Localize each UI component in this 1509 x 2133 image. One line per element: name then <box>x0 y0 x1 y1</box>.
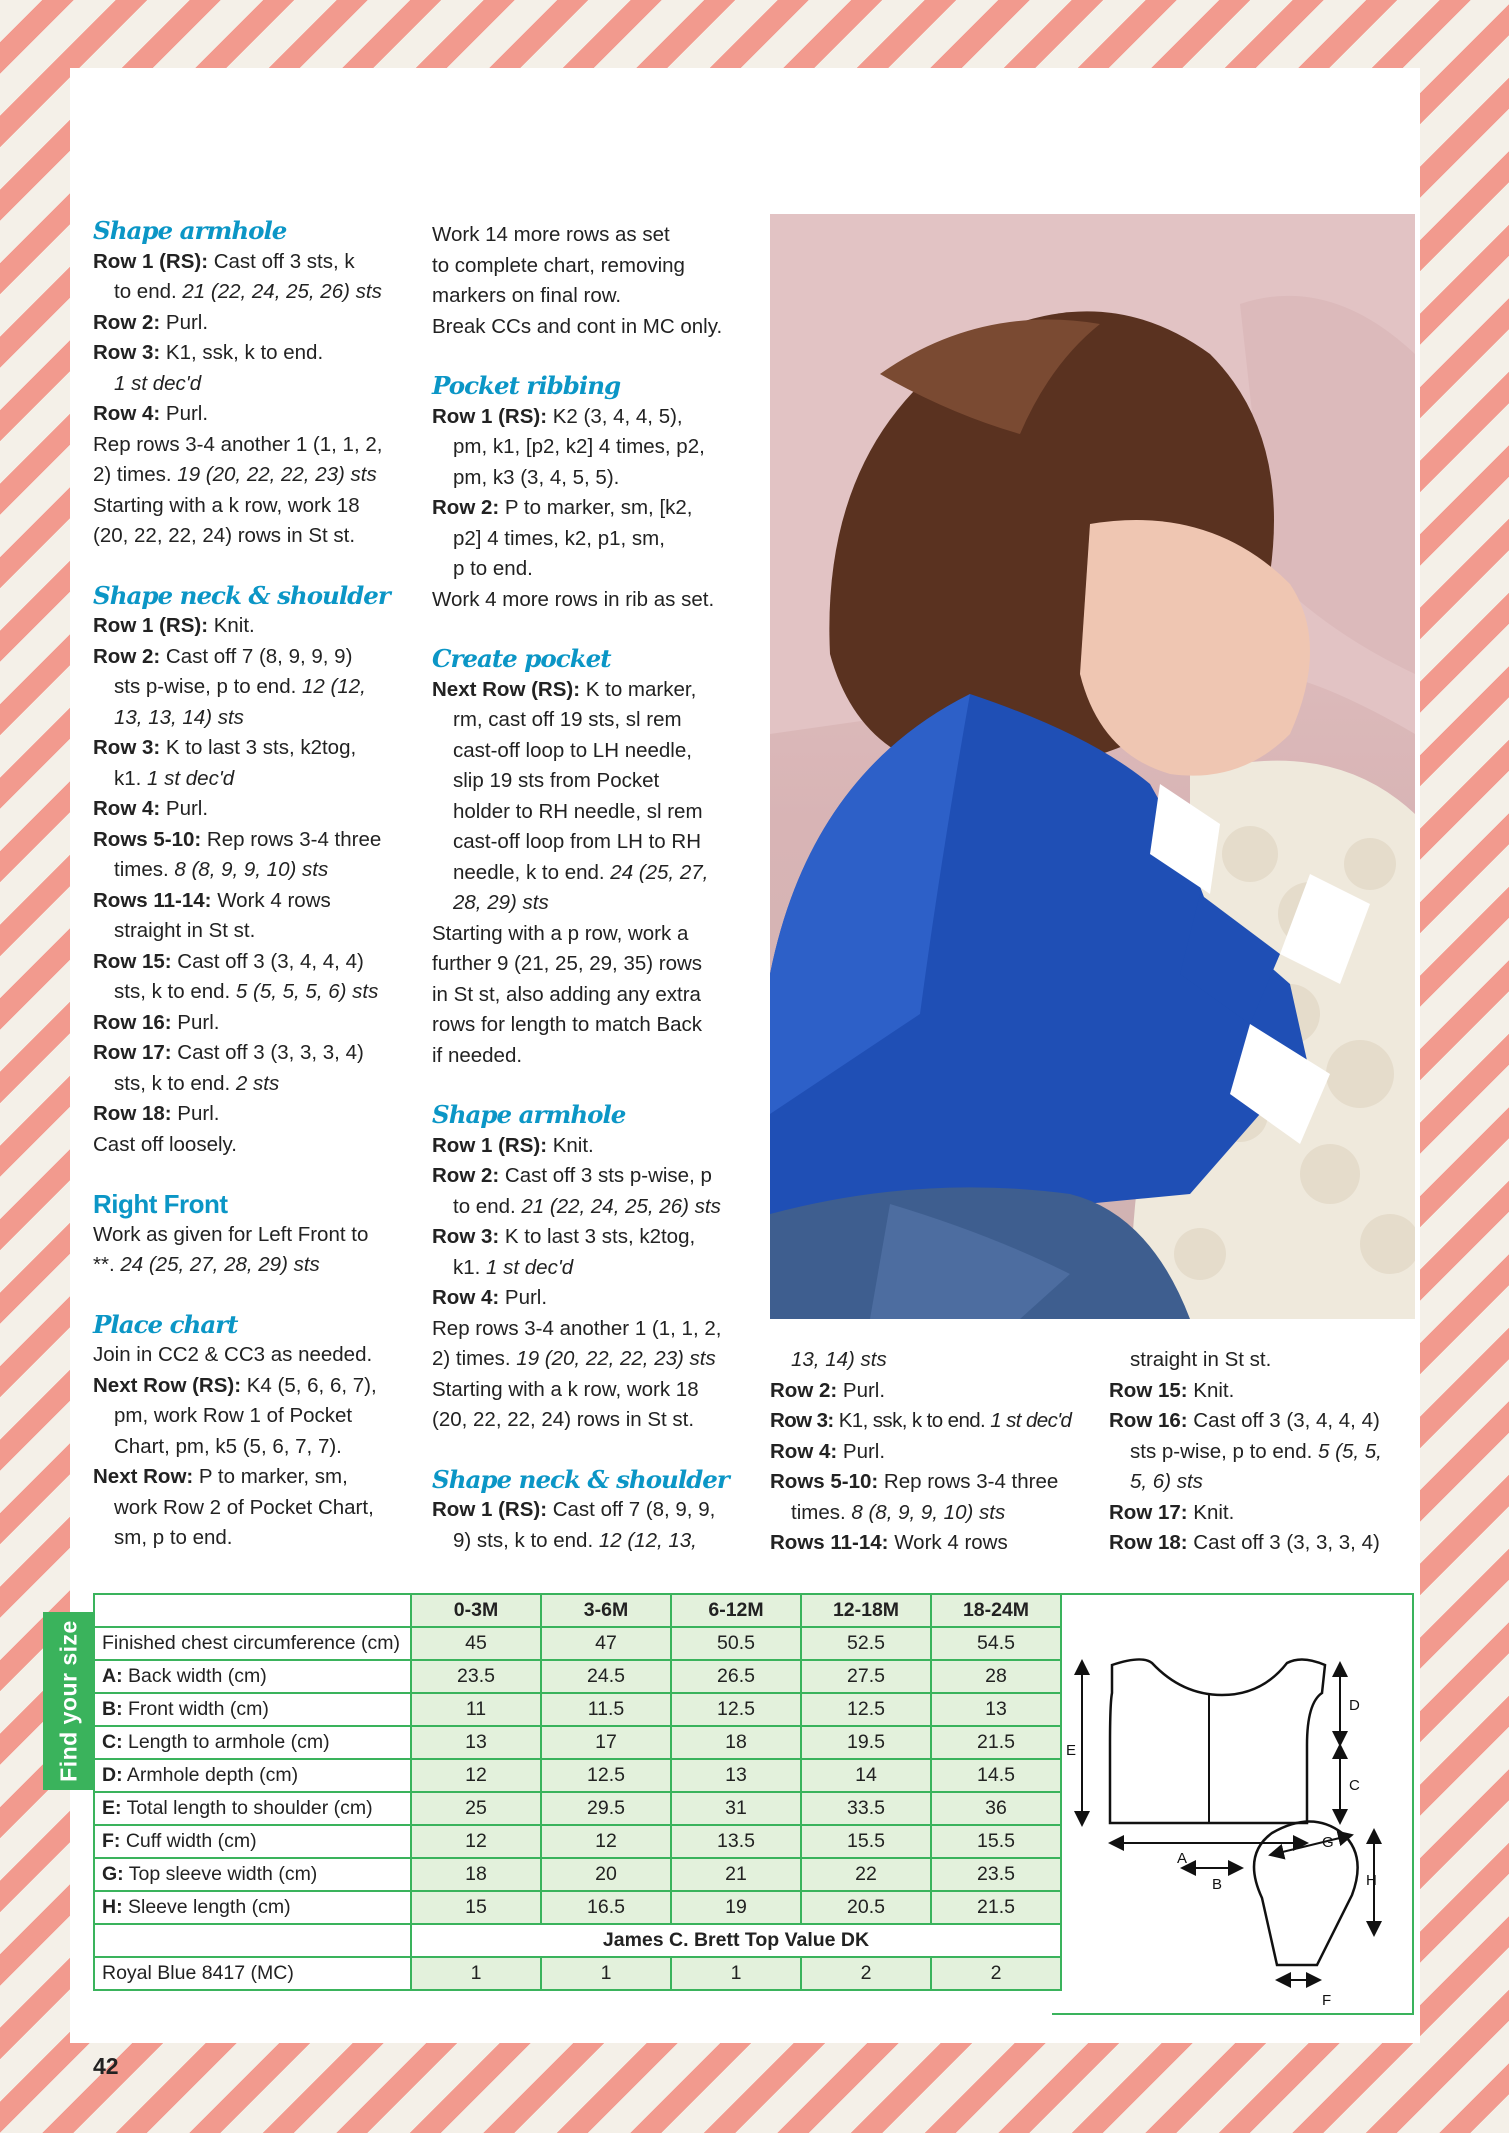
row-letter: G: <box>102 1863 124 1885</box>
table-row <box>94 1726 1061 1759</box>
row-letter: H: <box>102 1896 123 1918</box>
row-label <box>94 1792 411 1825</box>
size-header: 0-3M <box>411 1594 541 1627</box>
table-cell: 45 <box>411 1627 541 1660</box>
column-3: 13, 14) sts Row 2: Purl. Row 3: K1, ssk, k to end. 1 st dec'd Row 4: Purl. Rows 5-10: Rep rows 3-4 three times. 8 (8, 9, 9, 10) sts Rows 11-14: Work 4 rows <box>770 1348 1072 1554</box>
row-label <box>94 1660 411 1693</box>
table-cell: 14.5 <box>931 1759 1061 1792</box>
table-cell: 28 <box>931 1660 1061 1693</box>
table-row <box>94 1660 1061 1693</box>
table-cell: 21.5 <box>931 1726 1061 1759</box>
garment-diagram <box>1052 1593 1414 2015</box>
yarn-quantity: 1 <box>541 1957 671 1990</box>
table-cell: 23.5 <box>411 1660 541 1693</box>
row-label <box>94 1825 411 1858</box>
size-header: 3-6M <box>541 1594 671 1627</box>
table-row <box>94 1825 1061 1858</box>
row-letter: B: <box>102 1698 123 1720</box>
yarn-row <box>94 1957 1061 1990</box>
label-f: F <box>1322 1992 1332 2009</box>
column-4: straight in St st. Row 15: Knit. Row 16: Cast off 3 (3, 4, 4, 4) sts p-wise, p to end. 5 (5, 5, 5, 6) sts Row 17: Knit. Row 18: Cast off 3 (3, 3, 3, 4) <box>1109 1348 1382 1554</box>
yarn-quantity: 2 <box>931 1957 1061 1990</box>
table-cell: 26.5 <box>671 1660 801 1693</box>
table-cell: 18 <box>411 1858 541 1891</box>
row-label-text: Finished chest circumference (cm) <box>102 1632 401 1654</box>
table-row <box>94 1627 1061 1660</box>
yarn-quantity: 2 <box>801 1957 931 1990</box>
table-cell: 17 <box>541 1726 671 1759</box>
row-label <box>94 1759 411 1792</box>
schematic-svg <box>1052 1595 1412 2013</box>
table-cell: 47 <box>541 1627 671 1660</box>
yarn-heading-blank <box>94 1924 411 1957</box>
table-cell: 50.5 <box>671 1627 801 1660</box>
body-outline <box>1110 1659 1325 1823</box>
table-cell: 11 <box>411 1693 541 1726</box>
header-blank <box>94 1594 411 1627</box>
row-label-text: Top sleeve width (cm) <box>123 1863 318 1885</box>
size-header: 12-18M <box>801 1594 931 1627</box>
row-letter: A: <box>102 1665 123 1687</box>
row-label <box>94 1891 411 1924</box>
table-cell: 12.5 <box>541 1759 671 1792</box>
table-cell: 13 <box>671 1759 801 1792</box>
table-header-row <box>94 1594 1061 1627</box>
table-cell: 29.5 <box>541 1792 671 1825</box>
label-c: C <box>1349 1777 1360 1794</box>
table-row <box>94 1858 1061 1891</box>
size-header: 18-24M <box>931 1594 1061 1627</box>
table-cell: 31 <box>671 1792 801 1825</box>
yarn-label: Royal Blue 8417 (MC) <box>94 1957 411 1990</box>
row-label-text: Back width (cm) <box>122 1665 267 1687</box>
baby-illustration <box>770 214 1415 1319</box>
label-h: H <box>1366 1872 1377 1889</box>
heading-shape-neck-shoulder: Shape neck & shoulder <box>93 580 390 610</box>
column-1: Shape armhole Row 1 (RS): Cast off 3 sts, k to end. 21 (22, 24, 25, 26) sts Row 2: Purl. Row 3: K1, ssk, k to end. 1 st dec'd Row 4: Purl. Rep rows 3-4 another 1 (1, 1, 2, 2) times. 19 (20, 22, 22, 23) sts Starting with a k row, work 18 (20, 22, 22, 24) rows in St st. Shape neck & shoulder Row 1 (RS): Knit. Row 2: Cast off 7 (8, 9, 9, 9) sts p-wise, p to end. 12 (12, 13, 13, 14) sts Row 3: K to last 3 sts, k2tog, k1. 1 st dec'd Row 4: Purl. Rows 5-10: Rep rows 3-4 three times. 8 (8, 9, 9, 10) sts Rows 11-14: Work 4 rows straight in St st. Row 15: Cast off 3 (3, 4, 4, 4) sts, k to end. 5 (5, 5, 5, 6) sts Row 16: Purl. Row 17: Cast off 3 (3, 3, 3, 4) sts, k to end. 2 sts Row 18: Purl. Cast off loosely. Right Front Work as given for Left Front to **. 24 (25, 27, 28, 29) sts Place chart Join in CC2 & CC3 as needed. Next Row (RS): K4 (5, 6, 6, 7), pm, work Row 1 of Pocket Chart, pm, k5 (5, 6, 7, 7). Next Row: P to marker, sm, work Row 2 of Pocket Chart, sm, p to end. <box>93 216 411 1554</box>
column-2: Work 14 more rows as set to complete chart, removing markers on final row. Break CCs and cont in MC only. Pocket ribbing Row 1 (RS): K2 (3, 4, 4, 5), pm, k1, [p2, k2] 4 times, p2, pm, k3 (3, 4, 5, 5). Row 2: P to marker, sm, [k2, p2] 4 times, k2, p1, sm, p to end. Work 4 more rows in rib as set. Create pocket Next Row (RS): K to marker, rm, cast off 19 sts, sl rem cast-off loop to LH needle, slip 19 sts from Pocket holder to RH needle, sl rem cast-off loop from LH to RH needle, k to end. 24 (25, 27, 28, 29) sts Starting with a p row, work a further 9 (21, 25, 29, 35) rows in St st, also adding any extra rows for length to match Back if needed. Shape armhole Row 1 (RS): Knit. Row 2: Cast off 3 sts p-wise, p to end. 21 (22, 24, 25, 26) sts Row 3: K to last 3 sts, k2tog, k1. 1 st dec'd Row 4: Purl. Rep rows 3-4 another 1 (1, 1, 2, 2) times. 19 (20, 22, 22, 23) sts Starting with a k row, work 18 (20, 22, 22, 24) rows in St st. Shape neck & shoulder Row 1 (RS): Cast off 7 (8, 9, 9, 9) sts, k to end. 12 (12, 13, <box>432 220 762 1556</box>
size-header: 6-12M <box>671 1594 801 1627</box>
table-row <box>94 1792 1061 1825</box>
row-label-text: Front width (cm) <box>122 1698 269 1720</box>
heading-shape-neck-shoulder-2: Shape neck & shoulder <box>432 1464 729 1494</box>
table-cell: 12.5 <box>671 1693 801 1726</box>
row-label-text: Total length to shoulder (cm) <box>121 1797 373 1819</box>
label-d: D <box>1349 1697 1360 1714</box>
row-label-text: Sleeve length (cm) <box>122 1896 291 1918</box>
row-label <box>94 1858 411 1891</box>
row-label <box>94 1627 411 1660</box>
table-cell: 19 <box>671 1891 801 1924</box>
yarn-quantity: 1 <box>411 1957 541 1990</box>
row-label-text: Cuff width (cm) <box>120 1830 257 1852</box>
row-letter: F: <box>102 1830 121 1852</box>
table-cell: 20.5 <box>801 1891 931 1924</box>
table-cell: 33.5 <box>801 1792 931 1825</box>
heading-place-chart: Place chart <box>93 1309 238 1339</box>
baby-photo <box>770 214 1415 1319</box>
table-cell: 16.5 <box>541 1891 671 1924</box>
label-a: A <box>1177 1850 1188 1867</box>
table-cell: 21.5 <box>931 1891 1061 1924</box>
table-cell: 15.5 <box>801 1825 931 1858</box>
page-number: 42 <box>93 2053 119 2079</box>
row-label <box>94 1693 411 1726</box>
yarn-quantity: 1 <box>671 1957 801 1990</box>
row-label <box>94 1726 411 1759</box>
yarn-heading: James C. Brett Top Value DK <box>411 1924 1061 1957</box>
table-cell: 20 <box>541 1858 671 1891</box>
label-e: E <box>1066 1742 1077 1759</box>
table-cell: 13 <box>411 1726 541 1759</box>
label-g: G <box>1322 1834 1334 1851</box>
row-letter: C: <box>102 1731 123 1753</box>
row-label-text: Length to armhole (cm) <box>122 1731 330 1753</box>
label-b: B <box>1212 1876 1223 1893</box>
heading-pocket-ribbing: Pocket ribbing <box>432 371 621 400</box>
table-cell: 19.5 <box>801 1726 931 1759</box>
heading-create-pocket: Create pocket <box>432 644 611 673</box>
heading-shape-armhole-2: Shape armhole <box>432 1100 626 1129</box>
table-cell: 52.5 <box>801 1627 931 1660</box>
row-label-text: Armhole depth (cm) <box>122 1764 299 1786</box>
table-cell: 15 <box>411 1891 541 1924</box>
table-cell: 36 <box>931 1792 1061 1825</box>
table-row <box>94 1759 1061 1792</box>
table-cell: 24.5 <box>541 1660 671 1693</box>
table-cell: 23.5 <box>931 1858 1061 1891</box>
table-cell: 12 <box>411 1825 541 1858</box>
yarn-heading-row <box>94 1924 1061 1957</box>
table-cell: 15.5 <box>931 1825 1061 1858</box>
table-cell: 13 <box>931 1693 1061 1726</box>
table-cell: 27.5 <box>801 1660 931 1693</box>
heading-shape-armhole: Shape armhole <box>93 216 287 245</box>
table-cell: 12 <box>411 1759 541 1792</box>
size-table <box>93 1593 1062 1991</box>
table-cell: 12.5 <box>801 1693 931 1726</box>
row-letter: E: <box>102 1797 122 1819</box>
table-cell: 13.5 <box>671 1825 801 1858</box>
table-cell: 14 <box>801 1759 931 1792</box>
table-row <box>94 1693 1061 1726</box>
heading-right-front: Right Front <box>93 1189 228 1219</box>
row-letter: D: <box>102 1764 123 1786</box>
table-cell: 21 <box>671 1858 801 1891</box>
table-row <box>94 1891 1061 1924</box>
find-your-size-tab: Find your size <box>43 1612 94 1790</box>
table-cell: 18 <box>671 1726 801 1759</box>
table-cell: 54.5 <box>931 1627 1061 1660</box>
table-cell: 11.5 <box>541 1693 671 1726</box>
table-cell: 22 <box>801 1858 931 1891</box>
table-cell: 12 <box>541 1825 671 1858</box>
table-cell: 25 <box>411 1792 541 1825</box>
